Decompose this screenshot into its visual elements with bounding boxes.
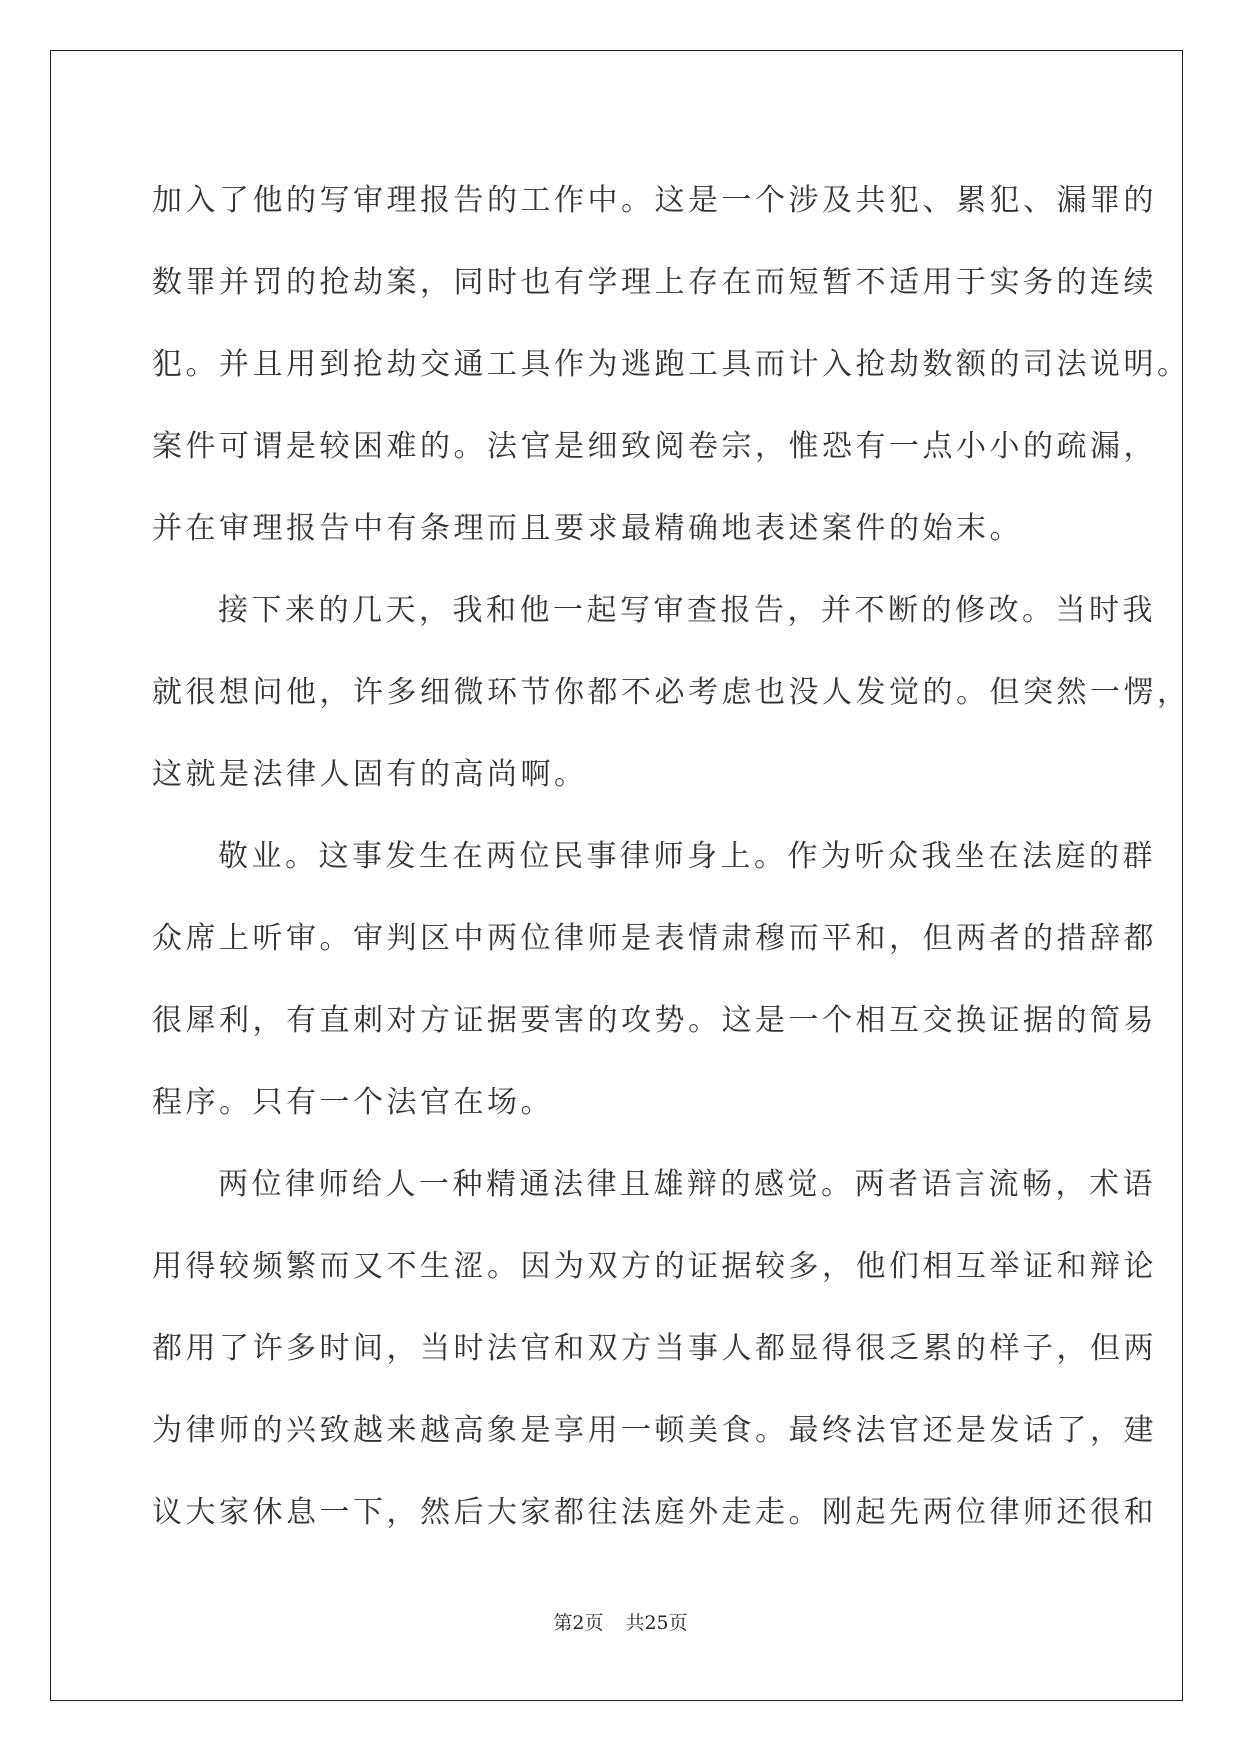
page-number: 第2页 [553, 1612, 604, 1634]
text-line: 就很想问他，许多细微环节你都不必考虑也没人发觉的。但突然一愣， [152, 675, 1191, 710]
text-line: 案件可谓是较困难的。法官是细致阅卷宗，惟恐有一点小小的疏漏， [152, 429, 1157, 464]
page-footer [0, 1608, 1241, 1635]
text-line: 很犀利，有直刺对方证据要害的攻势。这是一个相互交换证据的简易 [152, 1003, 1157, 1038]
page-total: 共25页 [625, 1612, 688, 1634]
text-line: 众席上听审。审判区中两位律师是表情肃穆而平和，但两者的措辞都 [152, 921, 1157, 956]
text-line: 犯。并且用到抢劫交通工具作为逃跑工具而计入抢劫数额的司法说明。 [152, 347, 1191, 382]
text-line: 这就是法律人固有的高尚啊。 [152, 757, 588, 792]
paragraph-first-line: 两位律师给人一种精通法律且雄辩的感觉。两者语言流畅，术语 [218, 1167, 1156, 1202]
text-line: 议大家休息一下，然后大家都往法庭外走走。刚起先两位律师还很和 [152, 1495, 1157, 1530]
text-line: 数罪并罚的抢劫案，同时也有学理上存在而短暂不适用于实务的连续 [152, 265, 1157, 300]
paragraph-first-line: 接下来的几天，我和他一起写审查报告，并不断的修改。当时我 [218, 593, 1156, 628]
text-line: 程序。只有一个法官在场。 [152, 1085, 554, 1120]
text-line: 用得较频繁而又不生涩。因为双方的证据较多，他们相互举证和辩论 [152, 1249, 1157, 1284]
text-line: 并在审理报告中有条理而且要求最精确地表述案件的始末。 [152, 511, 1023, 546]
text-line: 加入了他的写审理报告的工作中。这是一个涉及共犯、累犯、漏罪的 [152, 183, 1157, 218]
text-line: 为律师的兴致越来越高象是享用一顿美食。最终法官还是发话了，建 [152, 1413, 1157, 1448]
document-body [152, 160, 1191, 1554]
paragraph-first-line: 敬业。这事发生在两位民事律师身上。作为听众我坐在法庭的群 [218, 839, 1156, 874]
text-line: 都用了许多时间，当时法官和双方当事人都显得很乏累的样子，但两 [152, 1331, 1157, 1366]
